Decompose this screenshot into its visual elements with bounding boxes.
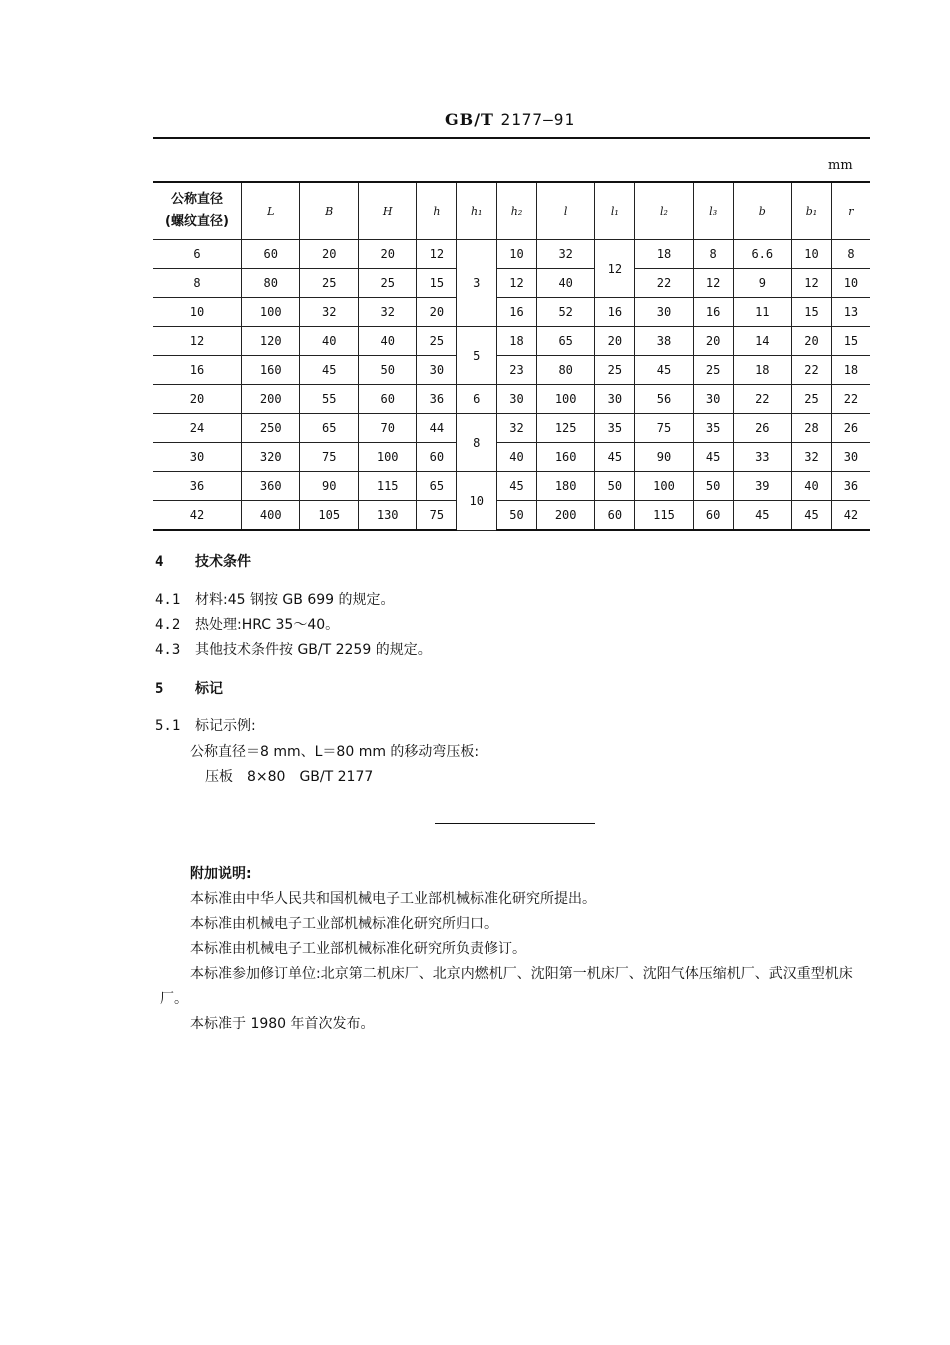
header-b1: b₁ <box>792 182 832 240</box>
table-row: 12 120 40 40 25 5 18 65 20 38 20 14 20 15 <box>153 327 870 356</box>
additional-notes <box>160 862 875 1037</box>
header-rule <box>153 137 870 139</box>
header-nominal-diameter: 公称直径 (螺纹直径) <box>153 182 242 240</box>
header-b: b <box>733 182 791 240</box>
marking-example: 压板 8×80 GB/T 2177 <box>205 769 374 785</box>
header-l: l <box>536 182 594 240</box>
table-row: 10 100 32 32 20 16 52 16 30 16 11 15 13 <box>153 298 870 327</box>
header-B: B <box>300 182 358 240</box>
table-row: 16 160 45 50 30 23 80 25 45 25 18 22 18 <box>153 356 870 385</box>
header-l1: l₁ <box>595 182 635 240</box>
section-4-heading: 4 技术条件 <box>155 554 251 570</box>
table-row: 6 60 20 20 12 3 10 32 12 18 8 6.6 10 8 <box>153 240 870 269</box>
notes-line: 本标准于 1980 年首次发布。 <box>190 1016 375 1032</box>
table-header-row <box>153 182 870 240</box>
marking-example-description: 公称直径＝8 mm、L＝80 mm 的移动弯压板: <box>190 744 480 760</box>
section-4-3: 4.3 其他技术条件按 GB/T 2259 的规定。 <box>155 642 432 658</box>
header-h: h <box>417 182 457 240</box>
header-l3: l₃ <box>693 182 733 240</box>
end-rule <box>435 823 595 824</box>
page-header <box>0 110 950 129</box>
header-h2: h₂ <box>497 182 537 240</box>
standard-prefix: GB/T <box>445 110 494 129</box>
table-row: 8 80 25 25 15 12 40 22 12 9 12 10 <box>153 269 870 298</box>
header-L: L <box>242 182 300 240</box>
section-5-heading: 5 标记 <box>155 681 223 697</box>
notes-line: 本标准由中华人民共和国机械电子工业部机械标准化研究所提出。 <box>190 891 596 907</box>
notes-title: 附加说明: <box>190 866 252 882</box>
header-h1: h₁ <box>457 182 497 240</box>
section-4-1: 4.1 材料:45 钢按 GB 699 的规定。 <box>155 592 395 608</box>
standard-number: 2177—91 <box>500 110 575 129</box>
section-5-1: 5.1 标记示例: <box>155 718 256 734</box>
header-H: H <box>358 182 416 240</box>
table-row: 20 200 55 60 36 6 30 100 30 56 30 22 25 22 <box>153 385 870 414</box>
notes-line: 本标准由机械电子工业部机械标准化研究所归口。 <box>190 916 498 932</box>
header-l2: l₂ <box>635 182 693 240</box>
notes-line: 本标准由机械电子工业部机械标准化研究所负责修订。 <box>190 941 526 957</box>
table-unit: mm <box>828 158 853 173</box>
table-row: 36 360 90 115 65 10 45 180 50 100 50 39 40 36 <box>153 472 870 501</box>
table-row: 24 250 65 70 44 8 32 125 35 75 35 26 28 26 <box>153 414 870 443</box>
dimension-table <box>153 181 870 531</box>
table-row: 42 400 105 130 75 50 200 60 115 60 45 45 42 <box>153 501 870 531</box>
header-r: r <box>831 182 870 240</box>
table-row: 30 320 75 100 60 40 160 45 90 45 33 32 30 <box>153 443 870 472</box>
notes-line: 本标准参加修订单位:北京第二机床厂、北京内燃机厂、沈阳第一机床厂、沈阳气体压缩机厂、武汉重型机床厂。 <box>160 966 853 1007</box>
section-4-2: 4.2 热处理:HRC 35～40。 <box>155 617 340 633</box>
